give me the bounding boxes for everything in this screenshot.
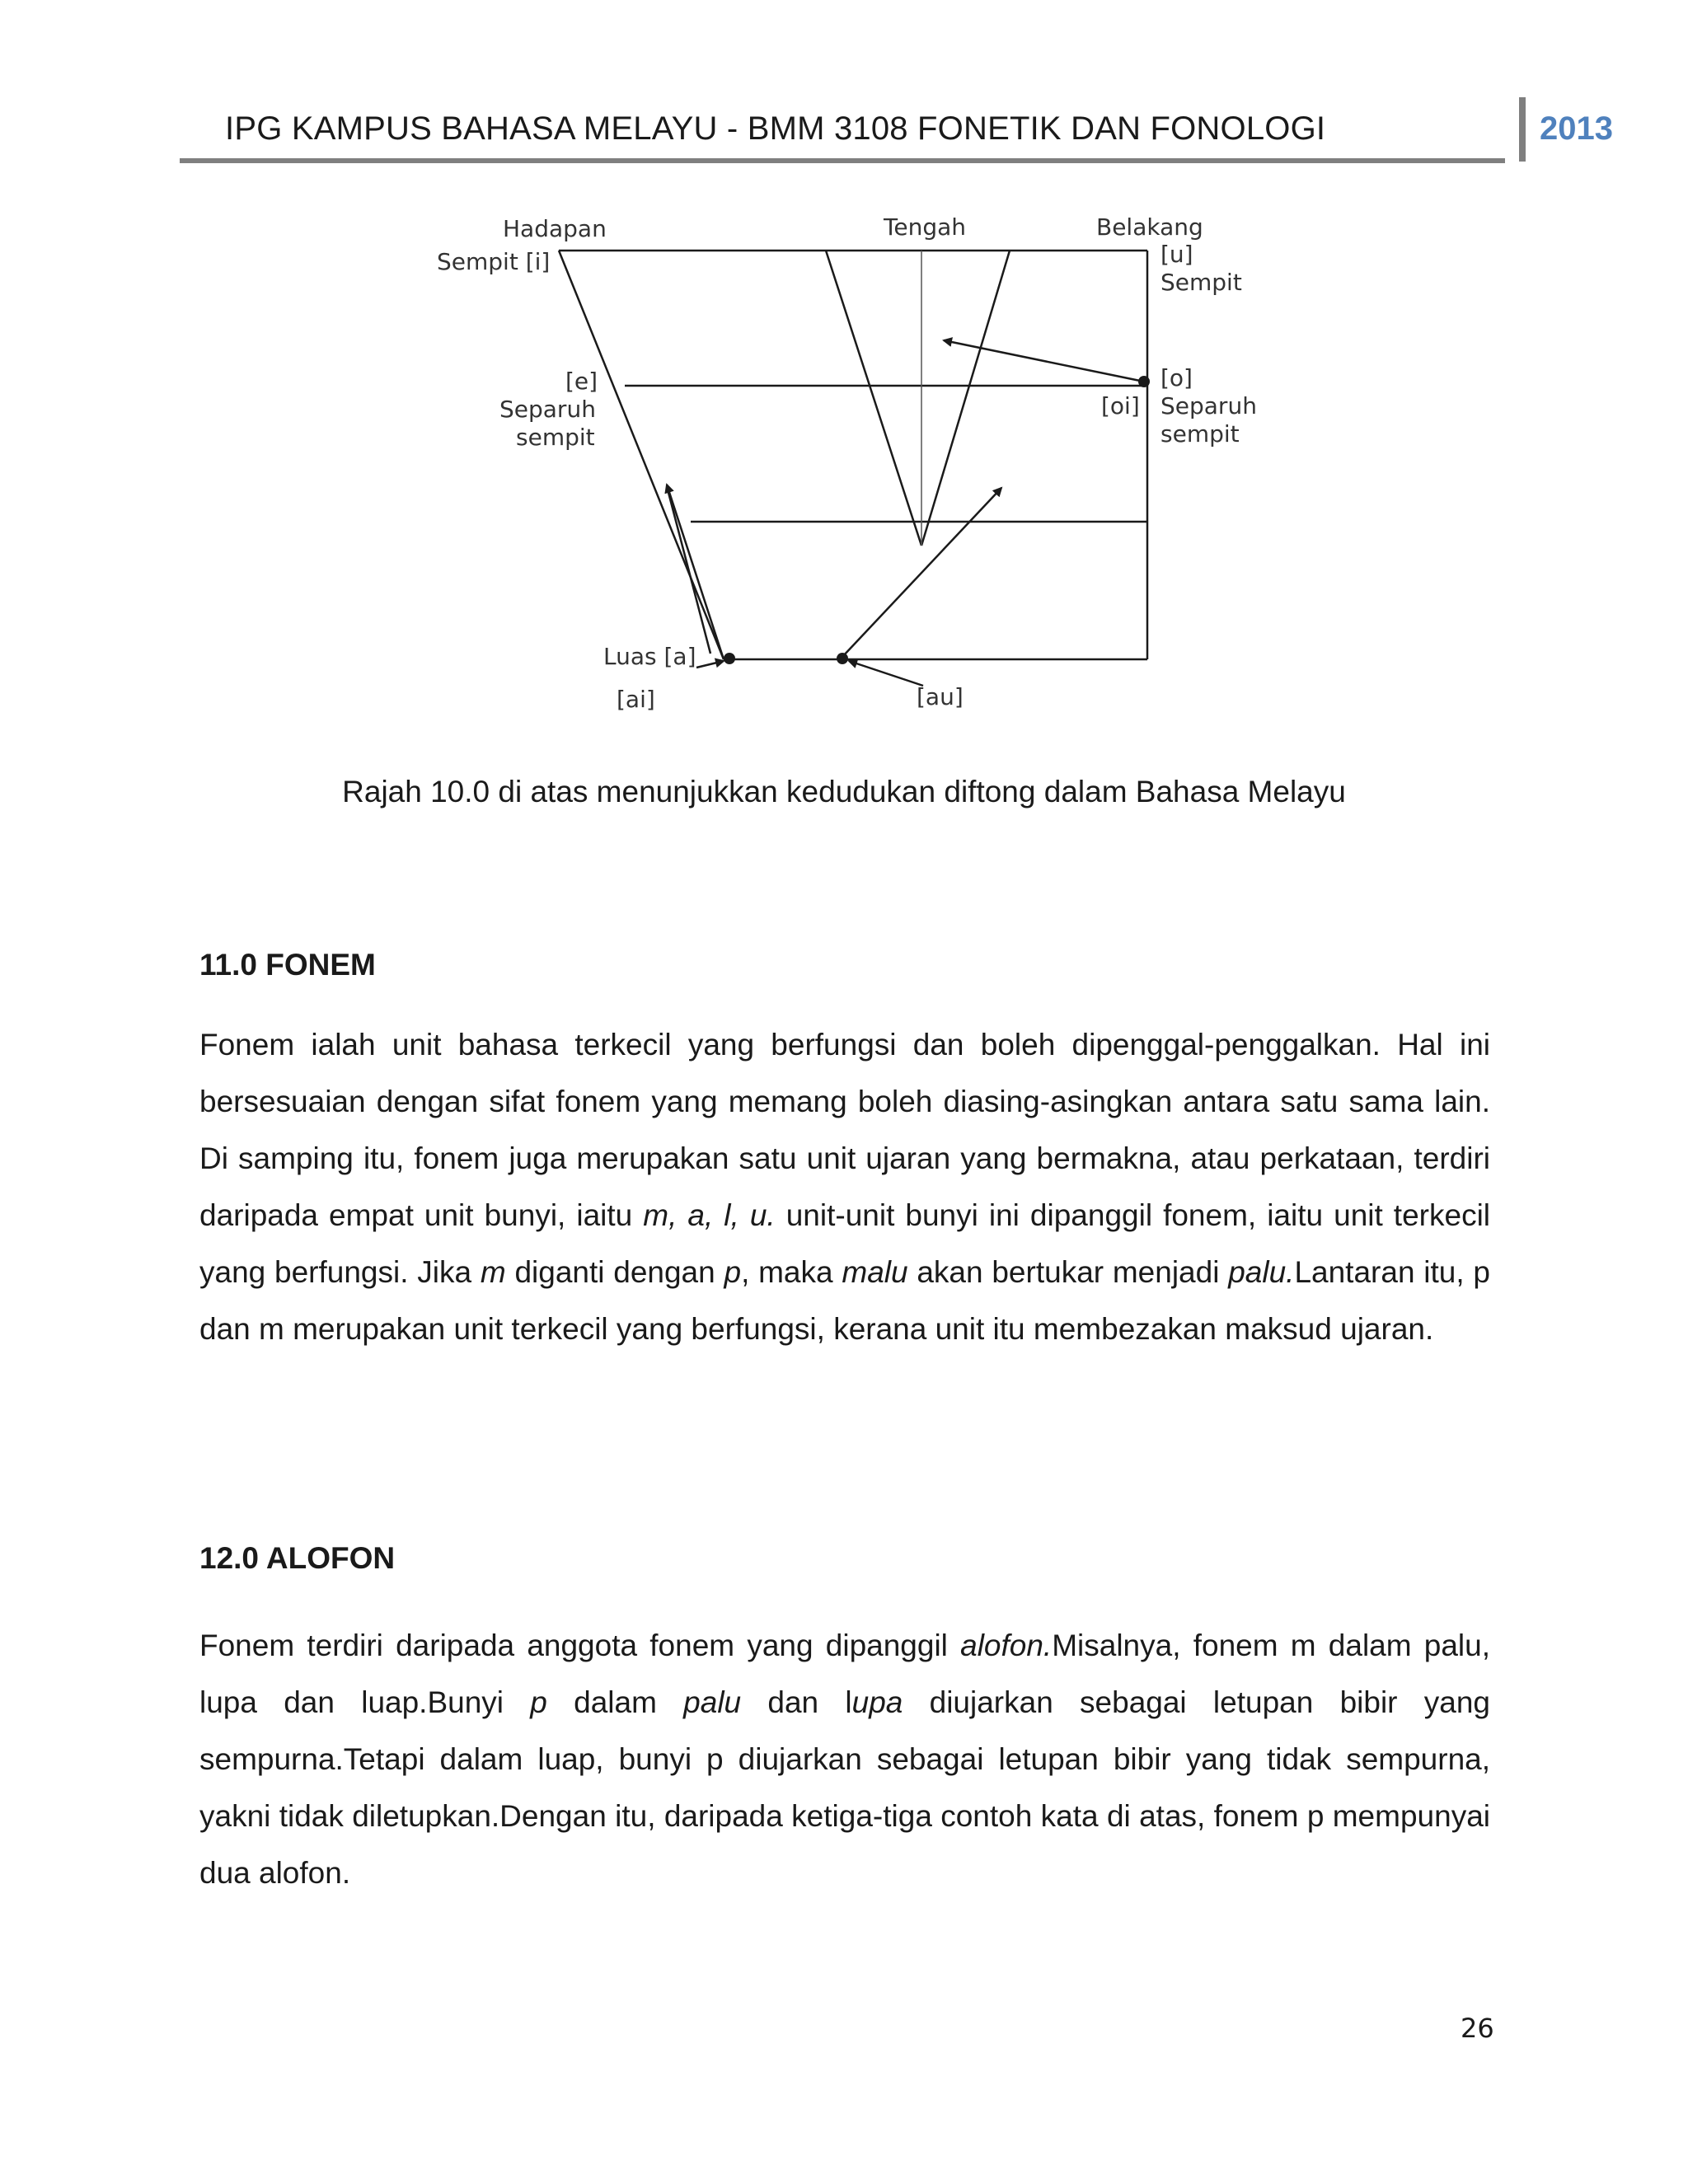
- italic-run: alofon.: [960, 1629, 1053, 1662]
- italic-run: malu: [842, 1255, 908, 1289]
- arrow-ai: [667, 485, 724, 659]
- text-run: dan l: [741, 1685, 852, 1719]
- label-belakang: Belakang: [1096, 213, 1203, 241]
- label-oi: [oi]: [1101, 392, 1140, 419]
- central-v-left: [826, 251, 921, 546]
- label-sempit-back-mid: sempit: [1160, 420, 1240, 448]
- page-header: [180, 97, 1613, 165]
- label-separuh-front: Separuh: [499, 396, 596, 423]
- text-run: unit-unit bunyi ini dipanggil fonem, iaitu unit terkecil yang berfungsi. Jika: [199, 1198, 1491, 1289]
- label-o: [o]: [1160, 364, 1193, 391]
- paragraph-alofon: [199, 1617, 1490, 1901]
- italic-run: upa: [851, 1685, 903, 1719]
- chart-front-edge: [559, 251, 724, 659]
- label-tengah: Tengah: [884, 213, 966, 241]
- italic-run: p: [724, 1255, 742, 1289]
- text-run: Lantaran itu, p dan m merupakan unit terkecil yang berfungsi, kerana unit itu membezakan maksud ujaran.: [199, 1255, 1490, 1346]
- pointer-au: [849, 661, 923, 686]
- point-au-start: [837, 653, 848, 664]
- pointer-ai: [696, 661, 724, 668]
- point-a: [724, 653, 735, 664]
- text-run: diujarkan sebagai letupan bibir yang sempurna.Tetapi dalam luap, bunyi p diujarkan sebagai letupan bibir yang tidak sempurna, yakni tidak diletupkan.Dengan itu, daripada ketiga-tiga contoh kata di atas, fonem p mempunyai dua alofon.: [199, 1685, 1490, 1890]
- text-run: diganti dengan: [505, 1255, 724, 1289]
- label-ai: [ai]: [617, 686, 655, 713]
- section-heading-alofon: 12.0 ALOFON: [199, 1541, 396, 1575]
- text-run: Fonem ialah unit bahasa terkecil yang berfungsi dan boleh dipenggal-penggalkan. Hal ini bersesuaian dengan sifat fonem yang memang boleh diasing-asingkan antara satu sama lain. Di samping itu, fonem juga merupakan satu unit ujaran yang bermakna, atau perkataan, terdiri daripada empat unit bunyi, iaitu: [199, 1028, 1490, 1232]
- text-run: , maka: [741, 1255, 842, 1289]
- paragraph-fonem: [199, 1016, 1490, 1357]
- section-heading-fonem: 11.0 FONEM: [199, 948, 376, 982]
- italic-run: m: [480, 1255, 506, 1289]
- arrow-oi: [944, 340, 1144, 382]
- label-au: [au]: [917, 683, 964, 710]
- label-separuh-back: Separuh: [1160, 392, 1257, 419]
- header-title: IPG KAMPUS BAHASA MELAYU - BMM 3108 FONETIK DAN FONOLOGI: [225, 110, 1326, 147]
- text-run: Misalnya, fonem m dalam palu, lupa dan luap.Bunyi: [199, 1629, 1491, 1719]
- text-run: akan bertukar menjadi: [907, 1255, 1229, 1289]
- label-u: [u]: [1160, 241, 1193, 268]
- label-e: [e]: [565, 368, 598, 395]
- vowel-chart-svg: [412, 198, 1286, 742]
- diphthong-vowel-chart: [412, 198, 1286, 742]
- italic-run: m, a, l, u.: [643, 1198, 776, 1232]
- header-year: 2013: [1540, 110, 1613, 147]
- point-o: [1138, 376, 1150, 387]
- label-luas-a: Luas [a]: [603, 643, 696, 670]
- italic-run: palu: [683, 1685, 742, 1719]
- text-run: Fonem terdiri daripada anggota fonem yang dipanggil: [199, 1629, 961, 1662]
- label-sempit-back: Sempit: [1160, 269, 1242, 296]
- page-number: 26: [1461, 2013, 1494, 2044]
- label-hadapan: Hadapan: [503, 215, 607, 242]
- arrow-ai-track: [667, 486, 710, 654]
- central-v-right: [921, 251, 1010, 546]
- figure-caption: Rajah 10.0 di atas menunjukkan kedudukan diftong dalam Bahasa Melayu: [342, 775, 1346, 808]
- italic-run: palu.: [1228, 1255, 1295, 1289]
- header-divider: [1519, 97, 1526, 162]
- header-rule: [180, 158, 1505, 163]
- label-sempit-front-mid: sempit: [516, 424, 595, 451]
- text-run: dalam: [546, 1685, 684, 1719]
- label-sempit-i: Sempit [i]: [437, 248, 551, 275]
- italic-run: p: [530, 1685, 547, 1719]
